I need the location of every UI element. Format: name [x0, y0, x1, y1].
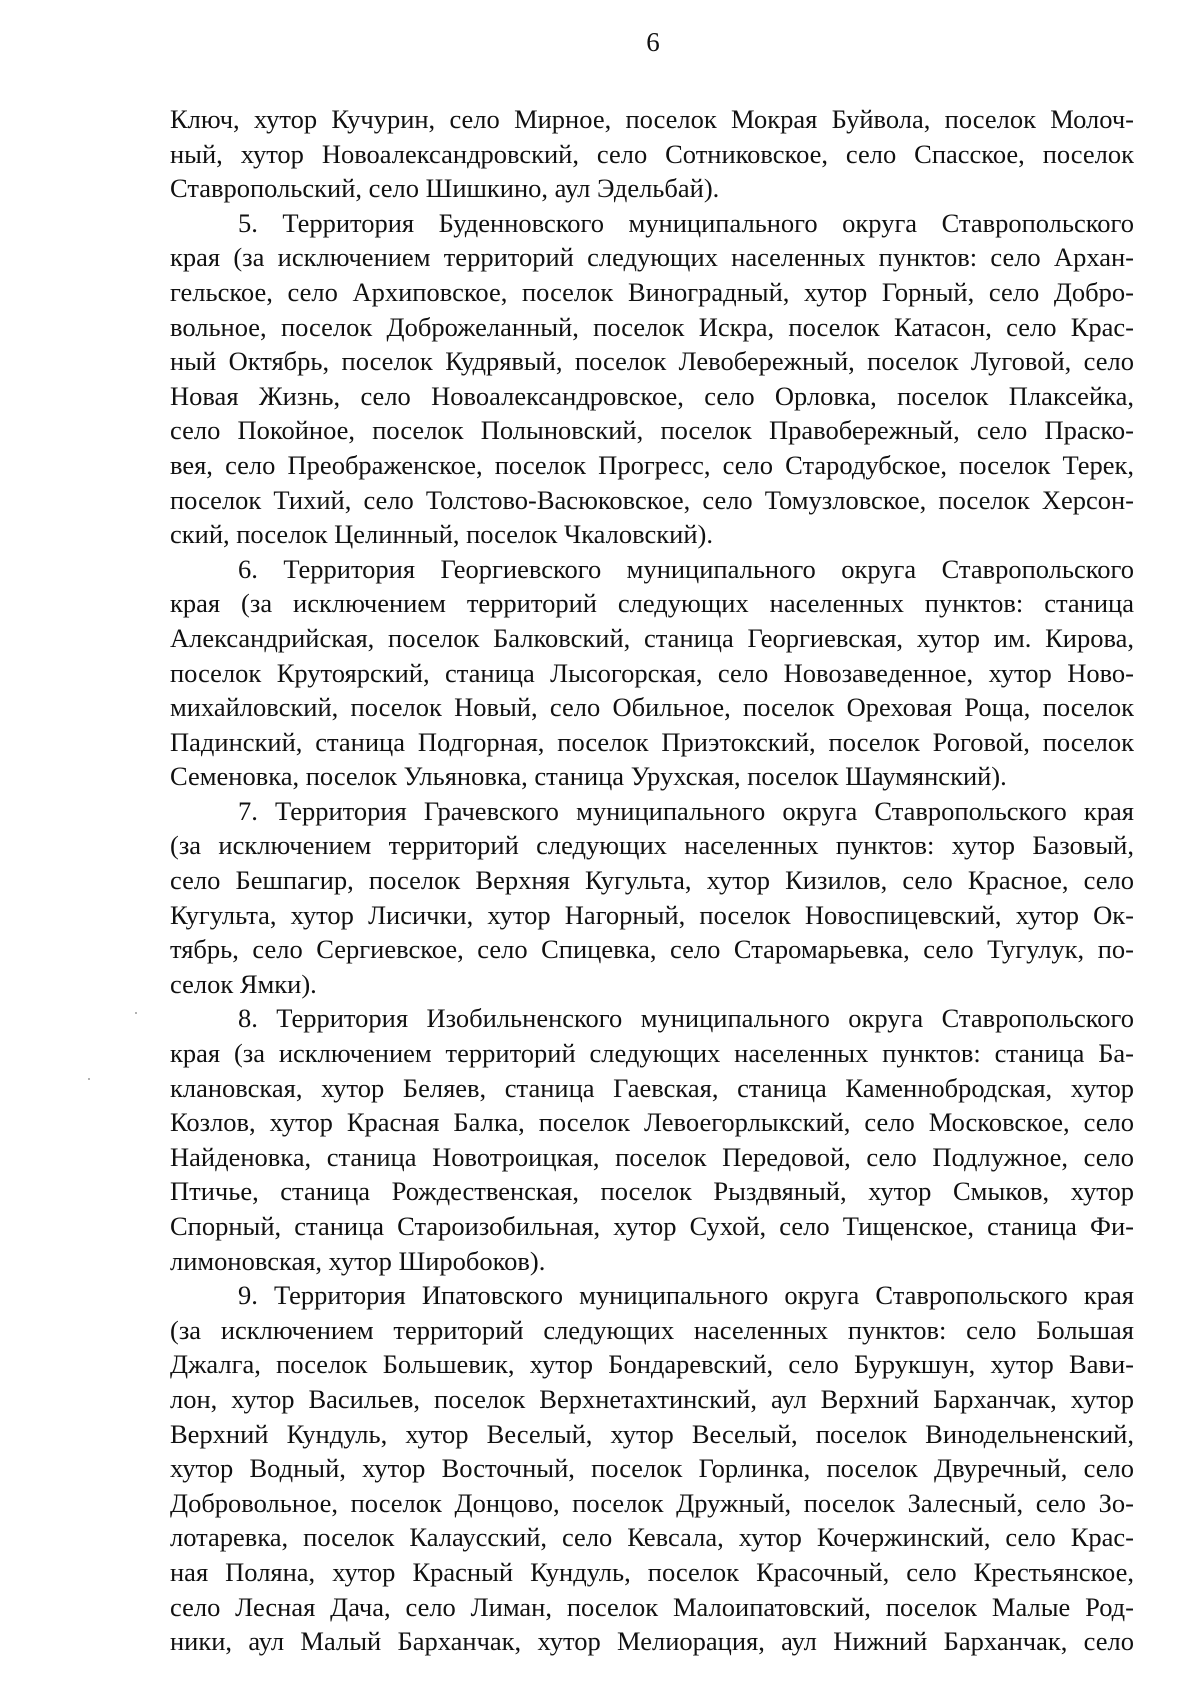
- text-line: края (за исключением территорий следующих населенных пунктов: станица: [170, 588, 1134, 619]
- text-line: Ставропольский, село Шишкино, аул Эдельбай).: [170, 173, 720, 204]
- text-line: михайловский, поселок Новый, село Обильное, поселок Ореховая Роща, поселок: [170, 692, 1134, 723]
- text-line: ский, поселок Целинный, поселок Чкаловский).: [170, 519, 713, 550]
- text-line: ники, аул Малый Барханчак, хутор Мелиорация, аул Нижний Барханчак, село: [170, 1626, 1134, 1657]
- text-line: селок Ямки).: [170, 968, 317, 999]
- text-line: края (за исключением территорий следующих населенных пунктов: станица Ба-: [170, 1038, 1134, 1069]
- text-line: вея, село Преображенское, поселок Прогресс, село Стародубское, поселок Терек,: [170, 449, 1134, 480]
- text-line: Птичье, станица Рождественская, поселок Рыздвяный, хутор Смыков, хутор: [170, 1176, 1134, 1207]
- text-line: (за исключением территорий следующих населенных пунктов: хутор Базовый,: [170, 830, 1134, 861]
- text-line: Найденовка, станица Новотроицкая, поселок Передовой, село Подлужное, село: [170, 1141, 1134, 1172]
- text-line: село Лесная Дача, село Лиман, поселок Малоипатовский, поселок Малые Род-: [170, 1591, 1134, 1622]
- text-line: 8. Территория Изобильненского муниципального округа Ставропольского: [238, 1003, 1134, 1034]
- text-line: Козлов, хутор Красная Балка, поселок Левоегорлыкский, село Московское, село: [170, 1107, 1134, 1138]
- text-line: вольное, поселок Доброжеланный, поселок Искра, поселок Катасон, село Крас-: [170, 311, 1134, 342]
- text-line: Верхний Кундуль, хутор Веселый, хутор Веселый, поселок Винодельненский,: [170, 1418, 1134, 1449]
- text-line: Александрийская, поселок Балковский, станица Георгиевская, хутор им. Кирова,: [170, 622, 1134, 653]
- text-line: тябрь, село Сергиевское, село Спицевка, село Старомарьевка, село Тугулук, по-: [170, 934, 1134, 965]
- text-line: 7. Территория Грачевского муниципального округа Ставропольского края: [238, 795, 1134, 826]
- text-line: края (за исключением территорий следующих населенных пунктов: село Архан-: [170, 242, 1134, 273]
- text-line: ный Октябрь, поселок Кудрявый, поселок Левобережный, поселок Луговой, село: [170, 346, 1134, 377]
- text-line: Падинский, станица Подгорная, поселок Приэтокский, поселок Роговой, поселок: [170, 726, 1134, 757]
- text-line: Семеновка, поселок Ульяновка, станица Урухская, поселок Шаумянский).: [170, 761, 1007, 792]
- text-line: лимоновская, хутор Широбоков).: [170, 1245, 546, 1276]
- text-line: (за исключением территорий следующих населенных пунктов: село Большая: [170, 1314, 1134, 1345]
- text-line: Ключ, хутор Кучурин, село Мирное, поселок Мокрая Буйвола, поселок Молоч-: [170, 104, 1134, 134]
- page-number: 6: [646, 27, 660, 57]
- text-line: Добровольное, поселок Донцово, поселок Дружный, поселок Залесный, село Зо-: [170, 1487, 1134, 1518]
- text-line: ная Поляна, хутор Красный Кундуль, поселок Красочный, село Крестьянское,: [170, 1556, 1134, 1587]
- text-line: поселок Крутоярский, станица Лысогорская, село Новозаведенное, хутор Ново-: [170, 657, 1134, 688]
- text-line: 9. Территория Ипатовского муниципального округа Ставропольского края: [238, 1280, 1134, 1311]
- document-body: [170, 102, 1134, 1659]
- text-line: Новая Жизнь, село Новоалександровское, село Орловка, поселок Плаксейка,: [170, 380, 1134, 411]
- text-line: Кугульта, хутор Лисички, хутор Нагорный, поселок Новоспицевский, хутор Ок-: [170, 899, 1134, 930]
- text-line: лотаревка, поселок Калаусский, село Кевсала, хутор Кочержинский, село Крас-: [170, 1522, 1134, 1553]
- text-line: село Бешпагир, поселок Верхняя Кугульта, хутор Кизилов, село Красное, село: [170, 865, 1134, 896]
- text-line: 6. Территория Георгиевского муниципального округа Ставропольского: [238, 553, 1134, 584]
- text-line: село Покойное, поселок Полыновский, поселок Правобережный, село Праско-: [170, 415, 1134, 446]
- text-line: ный, хутор Новоалександровский, село Сотниковское, село Спасское, поселок: [170, 138, 1134, 169]
- scan-speck: [135, 1012, 137, 1014]
- text-line: поселок Тихий, село Толстово-Васюковское, село Томузловское, поселок Херсон-: [170, 484, 1134, 515]
- text-line: клановская, хутор Беляев, станица Гаевская, станица Каменнобродская, хутор: [170, 1072, 1134, 1103]
- scan-speck: [88, 1078, 90, 1080]
- text-line: лон, хутор Васильев, поселок Верхнетахтинский, аул Верхний Барханчак, хутор: [170, 1383, 1134, 1414]
- text-line: гельское, село Архиповское, поселок Виноградный, хутор Горный, село Добро-: [170, 276, 1134, 307]
- text-line: 5. Территория Буденновского муниципального округа Ставропольского: [238, 207, 1134, 238]
- text-line: Джалга, поселок Большевик, хутор Бондаревский, село Бурукшун, хутор Вави-: [170, 1349, 1134, 1380]
- text-line: Спорный, станица Староизобильная, хутор Сухой, село Тищенское, станица Фи-: [170, 1211, 1134, 1241]
- text-line: хутор Водный, хутор Восточный, поселок Горлинка, поселок Двуречный, село: [170, 1453, 1134, 1484]
